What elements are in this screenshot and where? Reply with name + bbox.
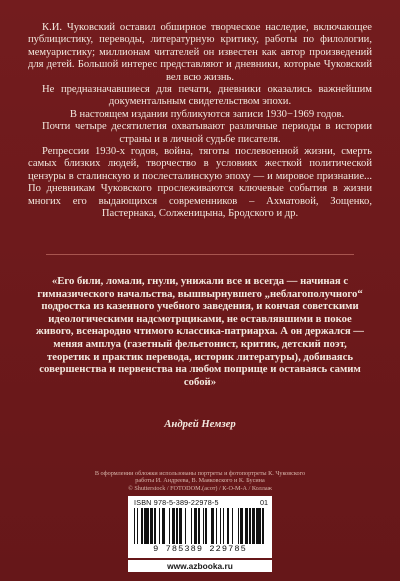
image-credits — [56, 470, 344, 492]
publisher-url: www.azbooka.ru — [128, 560, 272, 572]
barcode-bars — [134, 508, 266, 544]
intro-paragraph: К.И. Чуковский оставил обширное творческое наследие, включающее публицистику, переводы, литературную критику, работы по филологии, мемуаристику; миллионам читателей он известен как автор произведений для детей. Большой интерес представляют и дневники, которые Чуковский вел всю жизнь. — [28, 22, 372, 83]
section-divider — [46, 254, 354, 255]
intro-text — [28, 22, 372, 221]
intro-paragraph: Почти четыре десятилетия охватывают различные периоды в истории страны и в личной судьбе писателя. — [42, 121, 372, 145]
isbn-label: ISBN 978-5-389-22978-5 — [134, 498, 219, 507]
quote-text: «Его били, ломали, гнули, унижали все и всегда — начиная с гимназического начальства, вышвырнувшего „неблагополучного“ подростка из казенного учебного заведения, и кончая советскими идеологическими надсмотрщиками, не оставлявшими в покое живого, всенародно чтимого классика-патриарха. А он держался — меняя амплуа (газетный фельетонист, критик, детский поэт, теоретик и практик перевода, историк литературы), добиваясь совершенства и первенства на любом поприще и оставаясь самим собой» — [36, 275, 364, 388]
quote-author: Андрей Немзер — [164, 418, 236, 430]
intro-paragraph: Не предназначавшиеся для печати, дневники оказались важнейшим документальным свидетельством эпохи. — [42, 84, 372, 108]
isbn-suffix: 01 — [260, 498, 268, 507]
credit-line: работы И. Андреева, В. Маяковского и К. Бусина — [135, 477, 265, 485]
intro-paragraph: Репрессии 1930-х годов, война, тяготы послевоенной жизни, смерть самых близких людей, творчество в условиях жесткой политической цензуры в сталинскую и послесталинскую эпоху — и мировое признание... По дневникам Чуковского прослеживаются ключевые события в жизни многих его выдающихся современников – Ахматовой, Зощенко, Пастернака, Солженицына, Бродского и др. — [28, 146, 372, 220]
barcode — [128, 496, 272, 558]
intro-paragraph: В настоящем издании публикуются записи 1930−1969 годов. — [69, 108, 345, 120]
credit-line: © Shutterstock / FOTODOM.(асот) / К-О-М-А / Коллаж — [128, 484, 272, 492]
barcode-digits: 9 785389 229785 — [153, 544, 247, 554]
credit-line: В оформлении обложки использованы портреты и фотопортреты К. Чуковского — [94, 470, 306, 477]
